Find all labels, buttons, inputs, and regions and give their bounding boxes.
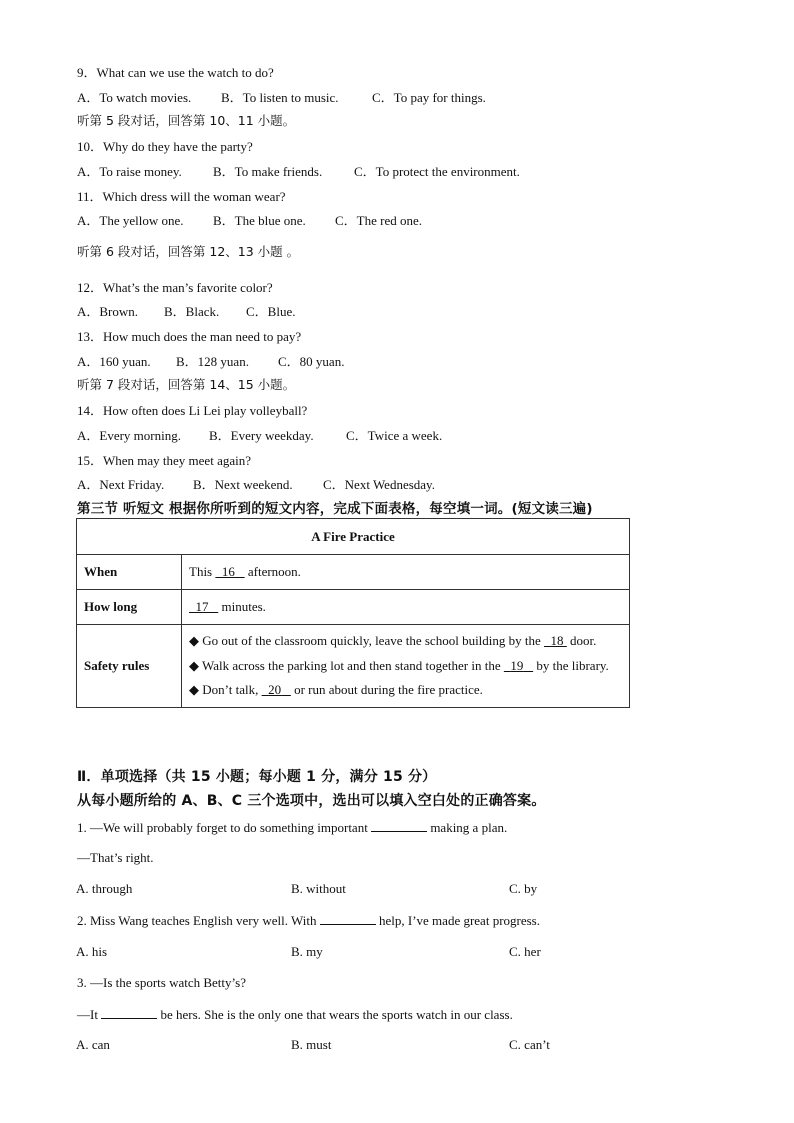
q11-question: 11．Which dress will the woman wear? [77, 189, 286, 204]
how-long-text-post: minutes. [218, 599, 266, 614]
mc-q1-option-b: B. without [291, 881, 346, 896]
mc-q3-line2: —It be hers. She is the only one that wears the sports watch in our class. [77, 1007, 513, 1022]
safety-rules-cell [182, 625, 630, 708]
part2-heading: Ⅱ．单项选择（共 15 小题；每小题 1 分，满分 15 分） [77, 769, 437, 785]
mc-q1-option-c: C. by [509, 881, 538, 896]
q10-option-c: C．To protect the environment. [354, 164, 520, 179]
mc-q2-blank[interactable] [320, 912, 376, 925]
q14-option-c: C．Twice a week. [346, 428, 443, 443]
blank-20[interactable]: 20 [268, 682, 282, 697]
dialogue-5-instruction: 听第 5 段对话，回答第 10、11 小题。 [77, 113, 296, 128]
q9-question: 9．What can we use the watch to do? [77, 65, 274, 80]
rule-3: ◆ Don’t talk, 20 or run about during the fire practice. [189, 682, 483, 697]
q9-option-b: B．To listen to music. [221, 90, 339, 105]
mc-q1-line2: —That’s right. [77, 850, 154, 865]
q10-option-a: A．To raise money. [77, 164, 182, 179]
section3-heading: 第三节 听短文 根据你所听到的短文内容，完成下面表格，每空填一词。(短文读三遍) [77, 501, 593, 517]
q11-option-b: B．The blue one. [213, 213, 306, 228]
q12-option-b: B．Black. [164, 304, 220, 319]
q13-option-c: C．80 yuan. [278, 354, 345, 369]
q12-option-a: A．Brown. [77, 304, 139, 319]
mc-q2-option-b: B. my [291, 944, 323, 959]
q11-option-a: A．The yellow one. [77, 213, 184, 228]
table-title: A Fire Practice [77, 519, 630, 555]
q10-option-b: B．To make friends. [213, 164, 323, 179]
dialogue-7-instruction: 听第 7 段对话，回答第 14、15 小题。 [77, 377, 296, 392]
when-text-pre: This [189, 564, 216, 579]
q11-option-c: C．The red one. [335, 213, 423, 228]
dialogue-6-instruction: 听第 6 段对话，回答第 12、13 小题 。 [77, 244, 300, 259]
how-long-cell [182, 590, 630, 625]
mc-q2-option-c: C. her [509, 944, 541, 959]
mc-q3-option-c: C. can’t [509, 1037, 550, 1052]
blank-19[interactable]: 19 [510, 657, 524, 673]
q12-question: 12．What’s the man’s favorite color? [77, 280, 273, 295]
q15-option-b: B．Next weekend. [193, 477, 293, 492]
q13-option-b: B．128 yuan. [176, 354, 249, 369]
when-label: When [77, 555, 182, 590]
q14-question: 14．How often does Li Lei play volleyball? [77, 403, 308, 418]
part2-instruction: 从每小题所给的 A、B、C 三个选项中，选出可以填入空白处的正确答案。 [77, 793, 546, 809]
safety-rules-label: Safety rules [77, 625, 182, 708]
mc-q2-option-a: A. his [76, 944, 108, 959]
when-text-post: afternoon. [244, 564, 301, 579]
q13-option-a: A．160 yuan. [77, 354, 151, 369]
how-long-label: How long [77, 590, 182, 625]
q14-option-a: A．Every morning. [77, 428, 181, 443]
blank-18[interactable]: 18 [550, 633, 564, 648]
mc-q2-line1: 2. Miss Wang teaches English very well. With help, I’ve made great progress. [77, 913, 540, 928]
mc-q3-option-b: B. must [291, 1037, 332, 1052]
q15-option-c: C．Next Wednesday. [323, 477, 435, 492]
rule-2: ◆ Walk across the parking lot and then stand together in the 19 by the library. [189, 657, 609, 673]
mc-q3-line1: 3. —Is the sports watch Betty’s? [77, 975, 246, 990]
q9-option-a: A．To watch movies. [77, 90, 192, 105]
q10-question: 10．Why do they have the party? [77, 139, 253, 154]
q13-question: 13．How much does the man need to pay? [77, 329, 302, 344]
when-cell [182, 555, 630, 590]
q15-question: 15．When may they meet again? [77, 453, 251, 468]
q15-option-a: A．Next Friday. [77, 477, 165, 492]
mc-q1-option-a: A. through [76, 881, 133, 896]
fire-practice-table [76, 518, 630, 708]
mc-q3-blank[interactable] [101, 1006, 157, 1019]
rule-1: ◆ Go out of the classroom quickly, leave the school building by the 18 door. [189, 633, 597, 648]
mc-q1-line1: 1. —We will probably forget to do something important making a plan. [77, 820, 508, 835]
q14-option-b: B．Every weekday. [209, 428, 314, 443]
mc-q3-option-a: A. can [76, 1037, 110, 1052]
q9-option-c: C．To pay for things. [372, 90, 486, 105]
blank-17[interactable]: 17 [195, 599, 209, 614]
blank-16[interactable]: 16 [221, 564, 235, 579]
mc-q1-blank[interactable] [371, 819, 427, 832]
q12-option-c: C．Blue. [246, 304, 296, 319]
